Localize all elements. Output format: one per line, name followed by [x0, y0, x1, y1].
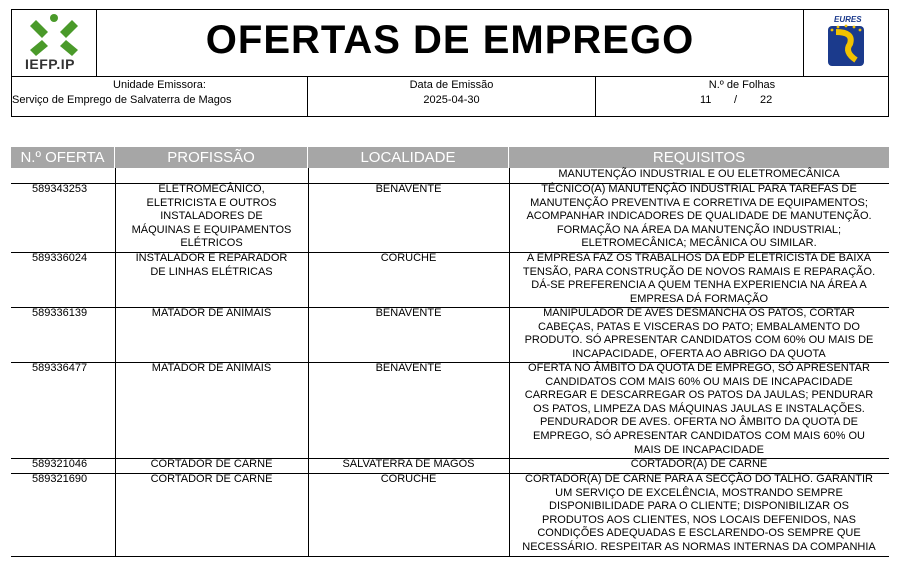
profissao-line: ELETRICISTA E OUTROS	[146, 196, 277, 209]
header-top	[12, 10, 888, 77]
folhas-current: 11	[700, 94, 712, 106]
requisitos-line: CANDIDATOS COM MAIS 60% OU MAIS DE INCAPACIDADE	[545, 375, 853, 388]
table-row	[11, 307, 889, 363]
folhas-label: N.º de Folhas	[708, 79, 776, 91]
column-header-profissao: PROFISSÃO	[115, 147, 308, 168]
data-emissao-value: 2025-04-30	[423, 94, 480, 106]
table-row	[11, 252, 889, 308]
requisitos	[509, 183, 889, 251]
requisitos-line: MANUTENÇÃO PREVENTIVA E CORRETIVA DE EQUIPAMENTOS;	[530, 196, 868, 209]
requisitos-line: PRODUTO. SÓ APRESENTAR CANDIDATOS COM 60% OU MAIS DE	[524, 334, 874, 347]
requisitos-line: ELETROMECÂNICA; MECÂNICA OU SIMILAR.	[581, 237, 817, 250]
profissao	[115, 307, 308, 321]
column-divider	[308, 168, 309, 556]
unidade-emissora-label: Unidade Emissora:	[113, 79, 206, 91]
profissao	[115, 252, 308, 279]
profissao-line: INSTALADOR E REPARADOR	[135, 252, 288, 264]
oferta-number: 589336139	[32, 307, 88, 319]
requisitos-line: A EMPRESA FAZ OS TRABALHOS DA EDP ELETRICISTA DE BAIXA	[526, 252, 872, 264]
profissao-line: CORTADOR DE CARNE	[150, 458, 273, 470]
requisitos-line: MAIS DE INCAPACIDADE	[634, 443, 764, 456]
requisitos-line: INCAPACIDADE, OFERTA AO ABRIGO DA QUOTA	[572, 347, 826, 360]
column-header-oferta: N.º OFERTA	[11, 147, 115, 168]
requisitos-line: CORTADOR(A) DE CARNE	[630, 458, 768, 470]
profissao	[115, 362, 308, 376]
oferta-number: 589336477	[32, 362, 88, 374]
requisitos-line: UM SERVIÇO DE EXCELÊNCIA, MOSTRANDO SEMPRE	[555, 486, 843, 499]
profissao-line: INSTALADORES DE	[160, 210, 263, 223]
requisitos	[509, 307, 889, 361]
localidade: CORUCHE	[380, 252, 437, 264]
folhas-total: 22	[760, 94, 773, 106]
profissao-line: CORTADOR DE CARNE	[150, 473, 273, 485]
profissao-line: MATADOR DE ANIMAIS	[151, 362, 272, 374]
requisitos-line: CARREGAR E DESCARREGAR OS PATOS DA JAULAS; PENDURAR	[524, 389, 874, 402]
requisitos-line: DISPONIBILIDADE PARA O CLIENTE; DISPONIBILIZAR OS	[549, 500, 849, 513]
profissao-line: ELÉTRICOS	[180, 237, 243, 250]
localidade: BENAVENTE	[375, 307, 442, 319]
document-header	[11, 9, 889, 117]
requisitos-line: TENSÃO, PARA CONSTRUÇÃO DE NOVOS RAMAIS E REPARAÇÃO.	[522, 265, 876, 278]
requisitos-line: MANUTENÇÃO INDUSTRIAL E OU ELETROMECÂNICA	[558, 168, 840, 180]
profissao	[115, 473, 308, 487]
requisitos	[509, 362, 889, 457]
unidade-emissora-cell	[12, 77, 308, 117]
profissao-line: DE LINHAS ELÉTRICAS	[150, 265, 273, 278]
requisitos-line: TÉCNICO(A) MANUTENÇÃO INDUSTRIAL PARA TAREFAS DE	[541, 183, 857, 195]
requisitos	[509, 473, 889, 555]
requisitos-line: FORMAÇÃO NA ÁREA DA MANUTENÇÃO INDUSTRIAL;	[556, 223, 842, 236]
table-row	[11, 183, 889, 253]
unidade-emissora-value: Serviço de Emprego de Salvaterra de Magos	[12, 94, 232, 106]
table-header	[11, 147, 889, 168]
iefp-logo-text: IEFP.IP	[25, 56, 75, 72]
oferta-number: 589336024	[32, 252, 88, 264]
localidade: BENAVENTE	[375, 183, 442, 195]
requisitos	[509, 168, 889, 182]
localidade: BENAVENTE	[375, 362, 442, 374]
requisitos-line: PENDURADOR DE AVES. OFERTA NO ÂMBITO DA QUOTA DE	[539, 416, 859, 429]
profissao	[115, 458, 308, 472]
profissao-line: ELETROMECÂNICO,	[158, 183, 265, 195]
folhas-cell	[596, 77, 888, 117]
profissao-line: MÁQUINAS E EQUIPAMENTOS	[131, 223, 292, 236]
table-row	[11, 458, 889, 474]
folhas-separator: /	[734, 94, 738, 106]
column-header-requisitos: REQUISITOS	[652, 149, 746, 166]
eures-logo	[803, 10, 888, 76]
oferta-number: 589321046	[32, 458, 88, 470]
requisitos	[509, 252, 889, 306]
requisitos-line: NECESSÁRIO. RESPEITAR AS NORMAS INTERNAS DA COMPANHIA	[522, 540, 876, 553]
iefp-logo	[12, 10, 97, 76]
column-divider	[115, 168, 116, 556]
requisitos	[509, 458, 889, 472]
profissao-line: MATADOR DE ANIMAIS	[151, 307, 272, 319]
requisitos-line: CABEÇAS, PATAS E VISCERAS DO PATO; EMBALAMENTO DO	[538, 320, 860, 333]
eures-logo-text: EURES	[834, 15, 862, 24]
requisitos-line: EMPREGO, SÓ APRESENTAR CANDIDATOS COM MAIS 60% OU	[533, 429, 865, 442]
table-row	[11, 168, 889, 184]
localidade: SALVATERRA DE MAGOS	[342, 458, 475, 470]
profissao	[115, 183, 308, 251]
requisitos-line: PRODUTOS AOS CLIENTES, NOS LOCAIS DEFENIDOS, NAS	[542, 513, 856, 526]
header-info	[12, 77, 888, 117]
table-row	[11, 473, 889, 557]
column-divider	[509, 168, 510, 556]
oferta-number: 589343253	[32, 183, 88, 195]
requisitos-line: OS PATOS, LIMPEZA DAS MÁQUINAS JAULAS E INSTALAÇÕES.	[533, 402, 865, 415]
requisitos-line: OFERTA NO ÂMBITO DA QUOTA DE EMPREGO, SÓ APRESENTAR	[528, 362, 870, 374]
column-header-localidade: LOCALIDADE	[308, 147, 509, 168]
data-emissao-label: Data de Emissão	[409, 79, 494, 91]
requisitos-line: EMPRESA DÁ FORMAÇÃO	[629, 292, 769, 305]
table-row	[11, 362, 889, 459]
oferta-number: 589321690	[32, 473, 88, 485]
localidade: CORUCHE	[380, 473, 437, 485]
requisitos-line: ACOMPANHAR INDICADORES DE QUALIDADE DE MANUTENÇÃO.	[526, 210, 872, 223]
requisitos-line: CONDIÇÕES ADEQUADAS E ESCLARENDO-OS SEMPRE QUE	[537, 527, 861, 540]
requisitos-line: MANIPULADOR DE AVES DESMANCHA OS PATOS, CORTAR	[543, 307, 855, 319]
page-title: OFERTAS DE EMPREGO	[205, 18, 695, 62]
requisitos-line: CORTADOR(A) DE CARNE PARA A SECÇÃO DO TALHO. GARANTIR	[525, 473, 873, 485]
requisitos-line: DÁ-SE PREFERENCIA A QUEM TENHA EXPERIENCIA NA ÁREA A	[531, 279, 867, 292]
data-emissao-cell	[308, 77, 596, 117]
